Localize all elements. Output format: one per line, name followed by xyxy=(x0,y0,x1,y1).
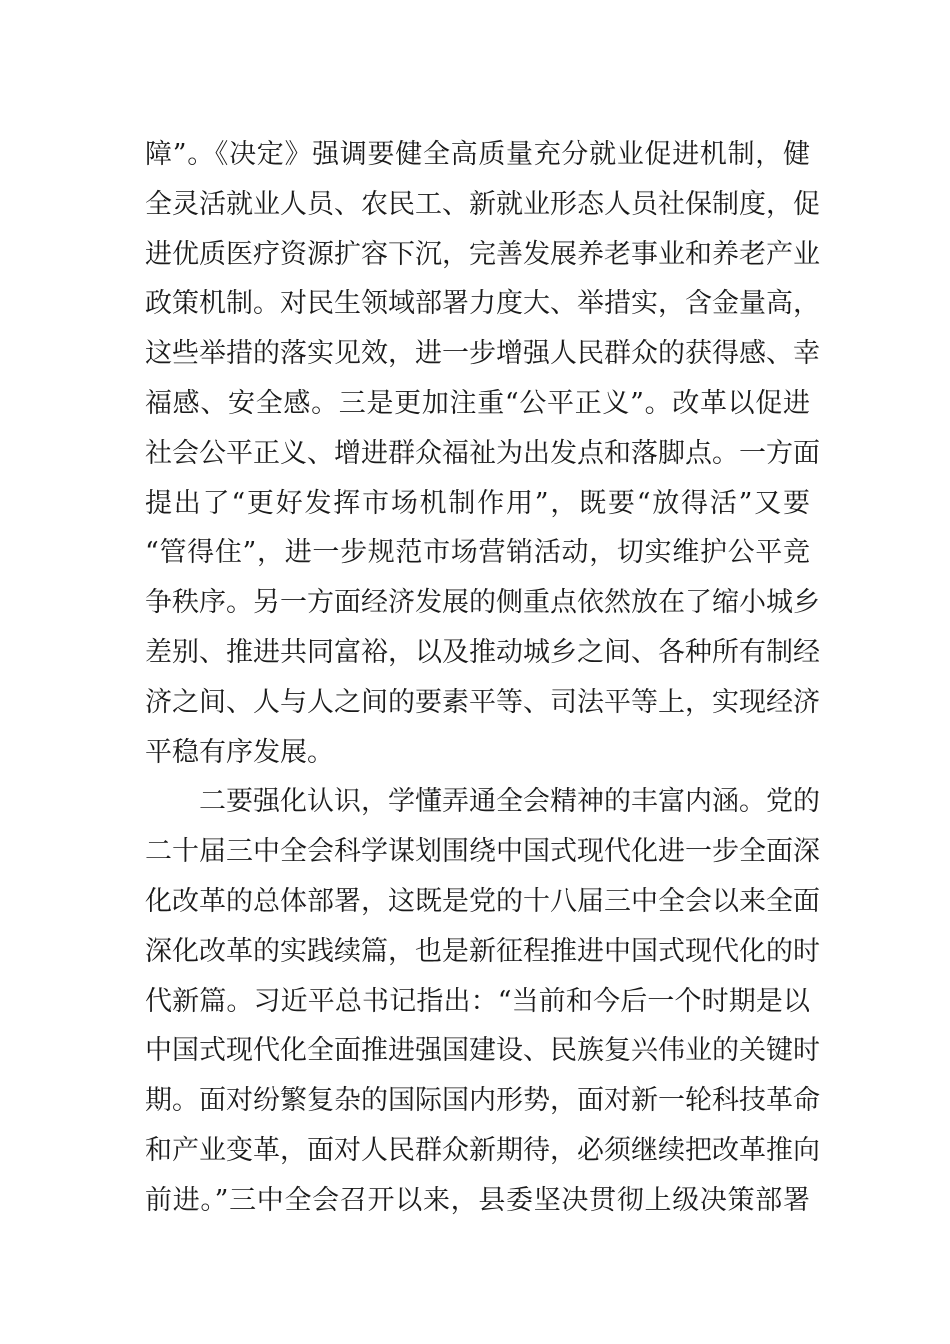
text-line: 前进。”三中全会召开以来，县委坚决贯彻上级决策部署 xyxy=(145,1184,810,1216)
text-line: 进优质医疗资源扩容下沉，完善发展养老事业和养老产业 xyxy=(145,238,820,270)
text-line: 政策机制。对民生领域部署力度大、举措实，含金量高， xyxy=(145,288,820,320)
text-line: 和产业变革，面对人民群众新期待，必须继续把改革推向 xyxy=(145,1134,820,1166)
text-line: 社会公平正义、增进群众福祉为出发点和落脚点。一方面 xyxy=(145,437,820,469)
text-line: 深化改革的实践续篇，也是新征程推进中国式现代化的时 xyxy=(145,935,820,967)
text-line: 代新篇。习近平总书记指出：“当前和今后一个时期是以 xyxy=(145,985,810,1017)
text-line: 期。面对纷繁复杂的国际国内形势，面对新一轮科技革命 xyxy=(145,1085,820,1117)
text-line: 差别、推进共同富裕，以及推动城乡之间、各种所有制经 xyxy=(145,636,820,668)
text-line: 障”。《决定》强调要健全高质量充分就业促进机制，健 xyxy=(145,139,810,170)
text-line: 争秩序。另一方面经济发展的侧重点依然放在了缩小城乡 xyxy=(145,587,820,619)
text-line: 提出了“更好发挥市场机制作用”，既要“放得活”又要 xyxy=(145,487,810,519)
text-line: 中国式现代化全面推进强国建设、民族复兴伟业的关键时 xyxy=(145,1035,820,1067)
text-line: “管得住”，进一步规范市场营销活动，切实维护公平竞 xyxy=(145,537,810,569)
text-line: 福感、安全感。三是更加注重“公平正义”。改革以促进 xyxy=(145,387,810,419)
body-text xyxy=(145,130,820,1226)
text-line: 平稳有序发展。 xyxy=(145,736,334,768)
paragraph-start-line: 二要强化认识，学懂弄通全会精神的丰富内涵。党的 xyxy=(199,786,820,818)
text-line: 济之间、人与人之间的要素平等、司法平等上，实现经济 xyxy=(145,686,820,718)
text-line: 二十届三中全会科学谋划围绕中国式现代化进一步全面深 xyxy=(145,836,820,868)
text-line: 化改革的总体部署，这既是党的十八届三中全会以来全面 xyxy=(145,885,820,917)
text-line: 这些举措的落实见效，进一步增强人民群众的获得感、幸 xyxy=(145,338,820,370)
text-line: 全灵活就业人员、农民工、新就业形态人员社保制度，促 xyxy=(145,188,820,220)
